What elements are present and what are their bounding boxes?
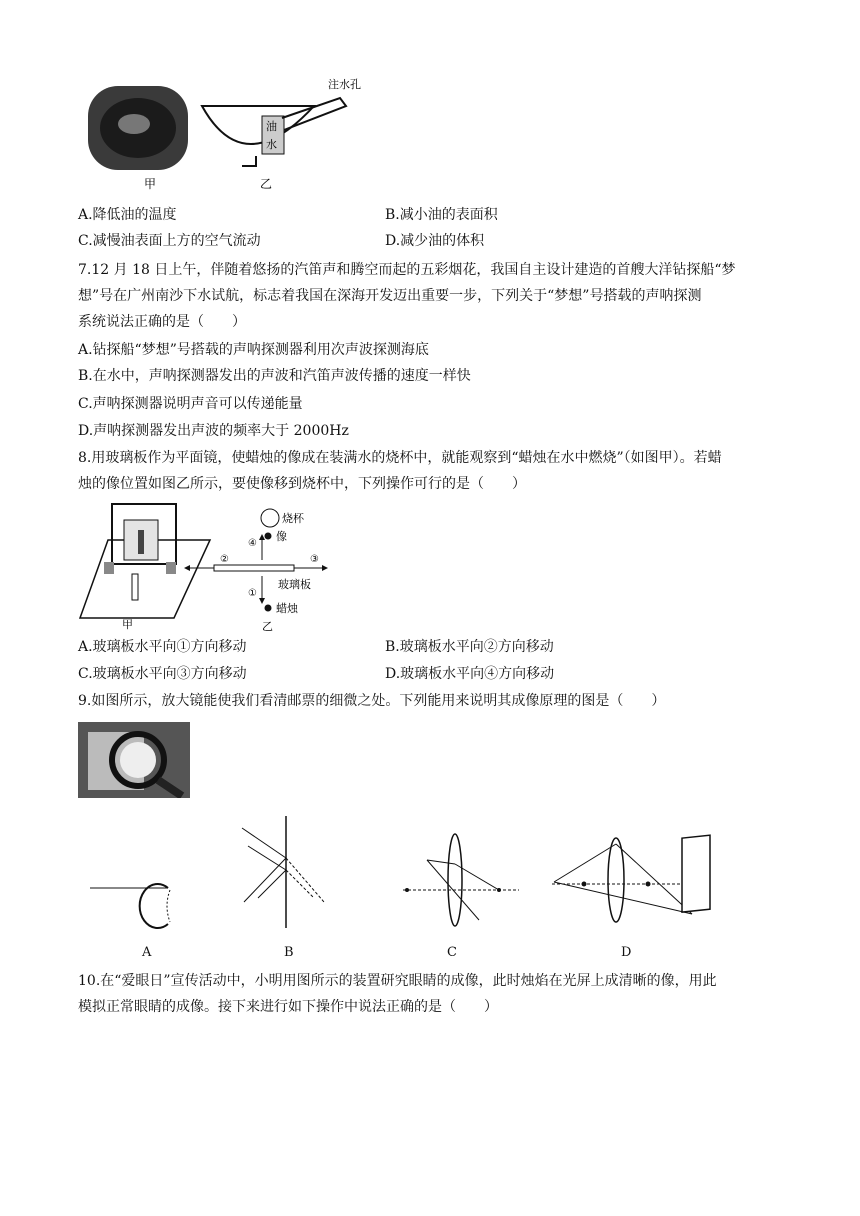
diagram-b <box>228 812 328 932</box>
beaker-label: 烧杯 <box>282 512 304 525</box>
q8-option-a: A.玻璃板水平向①方向移动 <box>78 639 247 655</box>
q10-stem-1: 10.在“爱眼日”宣传活动中，小明用图所示的装置研究眼睛的成像，此时烛焰在光屏上成清晰的像，用此 <box>78 973 717 989</box>
q7-stem-1: 7.12 月 18 日上午，伴随着悠扬的汽笛声和腾空而起的五彩烟花，我国自主设计建造的首艘大洋钻探船“梦 <box>78 262 736 278</box>
candle-label: 蜡烛 <box>276 602 298 615</box>
diagram-c <box>395 828 525 932</box>
oil-label: 油 <box>266 120 277 133</box>
yi-label: 乙 <box>262 620 273 633</box>
q6-figure <box>84 72 374 194</box>
q8-option-b: B.玻璃板水平向②方向移动 <box>385 639 554 655</box>
diagram-b-label: B <box>284 945 294 960</box>
diagram-c-label: C <box>447 945 457 960</box>
q7-option-d: D.声呐探测器发出声波的频率大于 2000Hz <box>78 423 349 439</box>
q6-option-d: D.减少油的体积 <box>385 233 485 249</box>
q7-stem-2: 想”号在广州南沙下水试航，标志着我国在深海开发迈出重要一步，下列关于“梦想”号搭载的声呐探测 <box>78 288 702 304</box>
q7-option-a: A.钻探船“梦想”号搭载的声呐探测器利用次声波探测海底 <box>78 342 429 358</box>
dir3-label: ③ <box>310 554 319 565</box>
water-label: 水 <box>266 138 277 151</box>
jia-label: 甲 <box>144 177 157 191</box>
q8-stem-1: 8.用玻璃板作为平面镜，使蜡烛的像成在装满水的烧杯中，就能观察到“蜡烛在水中燃烧”（如图甲）。若蜡 <box>78 450 722 466</box>
diagram-d-label: D <box>621 945 632 960</box>
hole-label: 注水孔 <box>328 78 361 91</box>
q7-stem-3: 系统说法正确的是（ ） <box>78 314 246 330</box>
dir1-label: ① <box>248 588 257 599</box>
q8-stem-2: 烛的像位置如图乙所示，要使像移到烧杯中，下列操作可行的是（ ） <box>78 476 526 492</box>
image-label: 像 <box>276 530 287 543</box>
q8-figure <box>78 500 348 634</box>
q7-option-b: B.在水中，声呐探测器发出的声波和汽笛声波传播的速度一样快 <box>78 368 471 384</box>
q6-option-b: B.减小油的表面积 <box>385 207 498 223</box>
jia-label: 甲 <box>122 618 133 631</box>
q8-option-c: C.玻璃板水平向③方向移动 <box>78 666 247 682</box>
q10-stem-2: 模拟正常眼睛的成像。接下来进行如下操作中说法正确的是（ ） <box>78 999 498 1015</box>
yi-label: 乙 <box>260 177 273 191</box>
q6-option-c: C.减慢油表面上方的空气流动 <box>78 233 261 249</box>
q8-option-d: D.玻璃板水平向④方向移动 <box>385 666 555 682</box>
diagram-d <box>550 834 720 932</box>
glass-label: 玻璃板 <box>278 578 311 591</box>
dir2-label: ② <box>220 554 229 565</box>
q6-option-a: A.降低油的温度 <box>78 207 177 223</box>
dir4-label: ④ <box>248 538 257 549</box>
q7-option-c: C.声呐探测器说明声音可以传递能量 <box>78 396 303 412</box>
diagram-a <box>80 820 190 932</box>
stamp-magnifier-photo <box>78 722 190 798</box>
q9-stem: 9.如图所示，放大镜能使我们看清邮票的细微之处。下列能用来说明其成像原理的图是（ ） <box>78 693 666 709</box>
diagram-a-label: A <box>142 945 152 960</box>
